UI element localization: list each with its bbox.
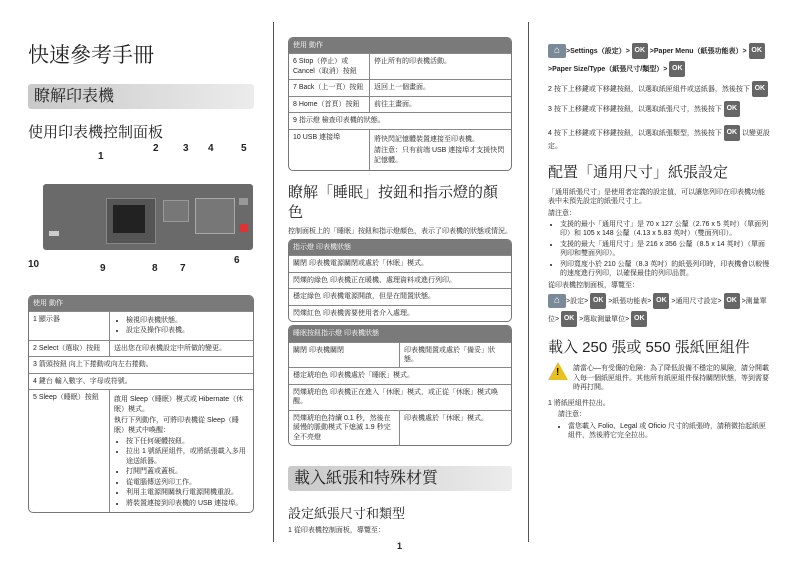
bullet: • 支援的最小「通用尺寸」是 70 x 127 公釐（2.76 x 5 英吋）（單面列印）和 105 x 148 公釐（4.13 x 5.83 英吋）（雙面列印）。 — [560, 220, 770, 239]
row-label: 8 Home（首頁）按鈕 — [289, 96, 369, 112]
text: 將快閃記憶體裝置連接至印表機。 — [374, 135, 479, 143]
text: 3 按下上移鍵或下移鍵按鈕，以選取紙張尺寸，然後按下 — [548, 105, 722, 113]
nav-text: >選取測量單位> — [579, 315, 630, 323]
cell: 穩定琥珀色 印表機處於「睡眠」模式。 — [289, 367, 511, 383]
arrow-keys — [163, 200, 189, 222]
column-divider — [528, 22, 529, 542]
section-title: 配置「通用尺寸」紙張設定 — [548, 164, 729, 182]
home-icon: ⌂ — [548, 294, 566, 308]
callout: 1 — [98, 150, 104, 162]
table-header: 睡眠按鈕指示燈 印表機狀態 — [289, 326, 511, 341]
nav-text: >Settings（設定）> — [566, 47, 630, 55]
nav-path — [548, 292, 770, 328]
section-title: 瞭解「睡眠」按鈕和指示燈的顏色 — [288, 183, 499, 222]
row-desc — [109, 311, 253, 340]
bullet: • 列印寬度小於 210 公釐（8.3 英吋）的紙張列印時，印表機會以較慢的速度進行列印，以確保最佳的列印品質。 — [560, 260, 770, 279]
callout: 7 — [180, 262, 186, 274]
ok-icon: OK — [590, 293, 606, 309]
usb-port — [49, 231, 59, 236]
panel-body — [43, 184, 253, 250]
callout: 5 — [241, 142, 247, 154]
cell: 印表機處於「休眠」模式。 — [399, 410, 511, 445]
row-desc: 停止所有的印表機活動。 — [369, 53, 511, 79]
nav-text: > — [741, 297, 746, 305]
nav-text: >Paper Size/Type（紙張尺寸/類型）> — [548, 65, 668, 73]
ok-icon: OK — [561, 311, 577, 327]
nav-text: >Paper Menu（紙張功能表）> — [649, 47, 747, 55]
callout: 10 — [28, 258, 40, 270]
table-row — [289, 367, 511, 383]
cell: 閃爍琥珀色持續 0.1 秒，然後在緩慢的脈動模式下熄滅 1.9 秒完全不亮燈 — [289, 410, 399, 445]
cell: 閃爍的綠色 印表機正在暖機、處理資料或進行列印。 — [289, 272, 511, 288]
subsection-title: 設定紙張尺寸和類型 — [288, 506, 406, 521]
stop-button — [239, 224, 248, 232]
home-icon: ⌂ — [548, 44, 566, 58]
nav-text: 測量單位> — [548, 297, 767, 323]
table-header: 使用 動作 — [289, 38, 511, 53]
warning — [548, 362, 770, 394]
callout: 6 — [234, 254, 240, 266]
row-label: 3 箭頭按鈕 向上下捲動或向左右捲動。 — [29, 356, 253, 372]
cell: 印表機閒置或處於「備妥」狀態。 — [399, 342, 511, 368]
table-row — [289, 96, 511, 112]
page-number: 1 — [397, 541, 403, 551]
section-bar: 瞭解印表機 — [28, 84, 254, 109]
row-desc: 返回上一個畫面。 — [369, 79, 511, 95]
table-row — [289, 255, 511, 271]
cell: 關閉 印表機電源關閉或處於「休眠」模式。 — [289, 255, 511, 271]
control-panel-illustration — [28, 142, 254, 275]
table-row — [29, 389, 253, 512]
column-divider — [273, 22, 274, 542]
table-row — [29, 356, 253, 372]
step: 1 從印表機控制面板，導覽至： — [288, 526, 385, 534]
paragraph: 「通用紙張尺寸」是使用者定義的設定值，可以讓您列印在印表機功能表中未預先設定的紙張尺寸上。 — [548, 188, 765, 206]
table-row — [289, 53, 511, 79]
warning-text: 請當心—有受傷的危險：為了降低設備不穩定的風險，請分開載入每一個紙匣組件。其他所有紙匣組件保持關閉狀態，等到需要時再打開。 — [573, 365, 769, 392]
ok-icon: OK — [749, 43, 765, 59]
row-label: 10 USB 連接埠 — [289, 129, 369, 170]
paragraph: 從印表機控制面板，導覽至： — [548, 281, 639, 289]
column-3 — [548, 40, 770, 441]
callout: 2 — [153, 142, 159, 154]
ok-icon: OK — [752, 81, 768, 97]
text: 4 按下上移鍵或下移鍵按鈕，以選取紙張類型，然後按下 — [548, 129, 722, 137]
table-row — [289, 305, 511, 321]
ok-icon: OK — [669, 61, 685, 77]
row-desc — [109, 389, 253, 512]
section-bar: 載入紙張和特殊材質 — [288, 466, 512, 491]
row-label: 2 Select（選取）按鈕 — [29, 340, 109, 356]
table-header: 指示燈 印表機狀態 — [289, 240, 511, 255]
ok-icon: OK — [724, 101, 740, 117]
row-label: 4 鍵台 輸入數字、字母或符號。 — [29, 373, 253, 389]
row-label: 7 Back（上一頁）按鈕 — [289, 79, 369, 95]
table-row — [289, 342, 511, 368]
bullet: • 將裝置連接到印表機的 USB 連接埠。 — [126, 499, 249, 508]
callout: 9 — [100, 262, 106, 274]
row-label: 9 指示燈 檢查印表機的狀態。 — [289, 112, 511, 128]
bullet: • 打開門蓋或蓋板。 — [126, 467, 249, 476]
text: 以變更設定。 — [548, 129, 770, 150]
bullet: • 支援的最大「通用尺寸」是 216 x 356 公釐（8.5 x 14 英吋）（單面列印和雙面列印）。 — [560, 240, 770, 259]
control-panel-table — [28, 295, 254, 513]
light-table — [288, 239, 512, 322]
section-title: 載入 250 張或 550 張紙匣組件 — [548, 339, 750, 357]
control-panel-table-continued — [288, 37, 512, 171]
nav-text: >通用尺寸設定> — [671, 297, 722, 305]
row-desc: 送出您在印表機設定中所做的變更。 — [109, 340, 253, 356]
page-title: 快速參考手冊 — [28, 44, 154, 67]
table-row — [289, 112, 511, 128]
text: 2 按下上移鍵或下移鍵按鈕，以選取紙匣組件或送紙器，然後按下 — [548, 85, 750, 93]
bullet: • 按下任何硬體按鈕。 — [126, 437, 249, 446]
cell: 穩定綠色 印表機電源開啟，但是在閒置狀態。 — [289, 288, 511, 304]
callout: 3 — [183, 142, 189, 154]
table-row — [289, 79, 511, 95]
step — [548, 100, 770, 118]
row-desc: 前往主畫面。 — [369, 96, 511, 112]
column-1 — [28, 30, 254, 516]
table-row — [289, 272, 511, 288]
note: 請注意：只有前端 USB 連接埠才支援快閃記憶體。 — [374, 147, 505, 164]
bullet: • 當您載入 Folio、Legal 或 Oficio 尺寸的紙張時，請稍微抬起紙匣組件，然後將它完全拉出。 — [568, 422, 770, 441]
paragraph: 控制面板上的「睡眠」按鈕和指示燈顏色，表示了印表機的狀態或情況。 — [288, 228, 512, 236]
nav-text: >設定> — [566, 297, 589, 305]
sleep-button — [239, 198, 248, 205]
row-label: 6 Stop（停止）或 Cancel（取消）按鈕 — [289, 53, 369, 79]
column-2 — [288, 37, 512, 537]
ok-icon: OK — [632, 43, 648, 59]
warning-icon: ! — [548, 362, 568, 380]
bullet: • 設定及操作印表機。 — [126, 326, 249, 335]
ok-icon: OK — [724, 293, 740, 309]
note-label: 請注意： — [548, 209, 576, 217]
display — [106, 198, 156, 244]
text: 執行下列動作，可將印表機從 Sleep（睡眠）模式中喚醒： — [114, 417, 239, 434]
bullet: • 利用主電源開關執行電源開機重設。 — [126, 488, 249, 497]
table-row — [29, 340, 253, 356]
table-row — [289, 129, 511, 170]
bullet: • 拉出 1 號紙匣組件，或將紙張載入多用途送紙器。 — [126, 447, 249, 466]
sleep-light-table — [288, 325, 512, 446]
callout: 4 — [208, 142, 214, 154]
keypad — [195, 198, 235, 234]
bullet: • 檢視印表機狀態。 — [126, 316, 249, 325]
table-row — [29, 373, 253, 389]
table-row — [29, 311, 253, 340]
ok-icon: OK — [724, 125, 740, 141]
nav-text: >紙張功能表> — [608, 297, 652, 305]
callout: 8 — [152, 262, 158, 274]
bullet: • 從電腦傳送列印工作。 — [126, 478, 249, 487]
step: 1 將紙匣組件拉出。 — [548, 399, 610, 407]
ok-icon: OK — [653, 293, 669, 309]
row-label: 1 顯示器 — [29, 311, 109, 340]
row-label: 5 Sleep（睡眠）按鈕 — [29, 389, 109, 512]
table-row — [289, 384, 511, 410]
cell: 關閉 印表機關閉 — [289, 342, 399, 368]
note-label: 請注意： — [558, 411, 586, 419]
table-row — [289, 288, 511, 304]
step — [548, 124, 770, 151]
cell: 閃爍紅色 印表機需要使用者介入處理。 — [289, 305, 511, 321]
cell: 閃爍琥珀色 印表機正在進入「休眠」模式，或正從「休眠」模式喚醒。 — [289, 384, 511, 410]
step — [548, 80, 770, 98]
table-header: 使用 動作 — [29, 296, 253, 311]
subsection-title: 使用印表機控制面板 — [28, 124, 164, 142]
ok-icon: OK — [631, 311, 647, 327]
table-row — [289, 410, 511, 445]
row-desc — [369, 129, 511, 170]
text: 啟用 Sleep（睡眠）模式或 Hibernate（休眠）模式。 — [114, 396, 244, 413]
